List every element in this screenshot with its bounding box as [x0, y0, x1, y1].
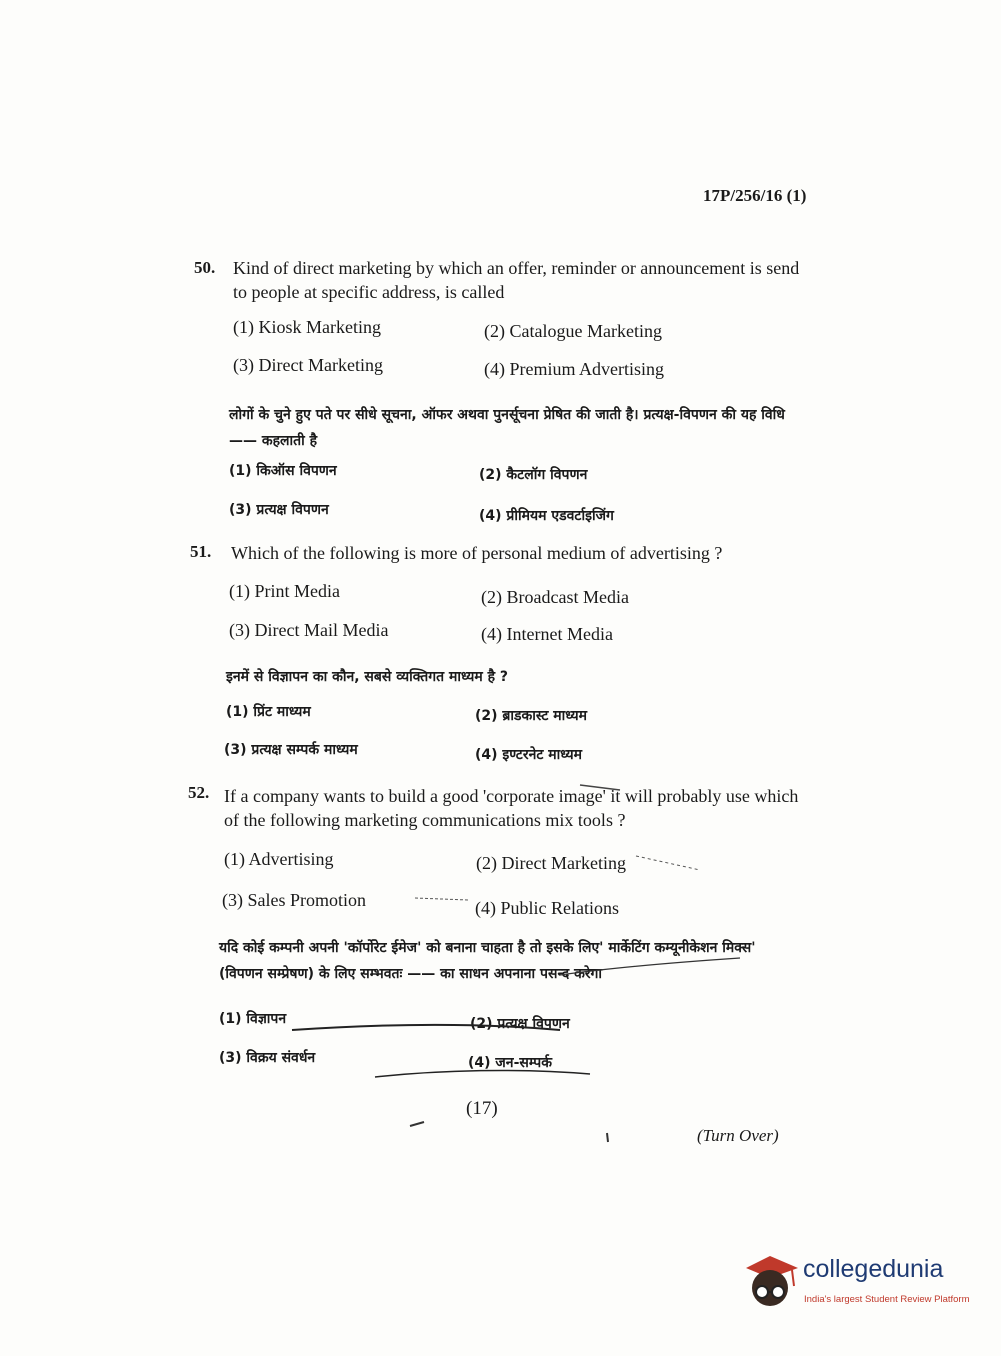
- page-number: (17): [466, 1098, 498, 1119]
- turn-over-note: (Turn Over): [697, 1126, 779, 1145]
- question-50-option-2-hindi: (2) कैटलॉग विपणन: [479, 467, 588, 483]
- logo-tagline: India's largest Student Review Platform: [804, 1294, 970, 1305]
- question-51-option-3-hindi: (3) प्रत्यक्ष सम्पर्क माध्यम: [224, 742, 358, 758]
- question-50-text-hindi: लोगों के चुने हुए पते पर सीधे सूचना, ऑफर अथवा पुनर्सूचना प्रेषित की जाती है। प्रत्यक्ष-विपणन की यह विधि —— कहलाती है: [229, 407, 785, 449]
- question-51-option-4: (4) Internet Media: [481, 624, 613, 644]
- paper-code: 17P/256/16 (1): [703, 186, 807, 205]
- question-52-option-3-hindi: (3) विक्रय संवर्धन: [219, 1050, 316, 1066]
- question-52-number: 52.: [188, 783, 210, 802]
- question-50-option-4: (4) Premium Advertising: [484, 359, 664, 379]
- question-52-option-2: (2) Direct Marketing: [476, 853, 626, 873]
- question-52-option-2-hindi: (2) प्रत्यक्ष विपणन: [470, 1016, 570, 1032]
- question-52-text: If a company wants to build a good 'corporate image' it will probably use which of the following marketing communications mix tools ?: [224, 786, 799, 830]
- question-50-option-1: (1) Kiosk Marketing: [233, 317, 381, 337]
- question-50-text: Kind of direct marketing by which an offer, reminder or announcement is send to people at specific address, is called: [233, 258, 800, 302]
- question-51-option-2-hindi: (2) ब्राडकास्ट माध्यम: [475, 708, 588, 724]
- question-51-option-2: (2) Broadcast Media: [481, 587, 629, 607]
- question-50-option-3: (3) Direct Marketing: [233, 355, 383, 375]
- question-51-text-hindi: इनमें से विज्ञापन का कौन, सबसे व्यक्तिगत माध्यम है ?: [226, 669, 509, 685]
- question-52-option-3: (3) Sales Promotion: [222, 890, 366, 910]
- logo-wordmark: collegedunia: [803, 1255, 944, 1283]
- question-50-number: 50.: [194, 258, 216, 277]
- question-52-option-1-hindi: (1) विज्ञापन: [219, 1011, 287, 1027]
- question-51-option-1-hindi: (1) प्रिंट माध्यम: [226, 704, 311, 720]
- question-52-text-hindi: यदि कोई कम्पनी अपनी 'कॉर्पोरेट ईमेज' को बनाना चाहता है तो इसके लिए' मार्केटिंग कम्यूनीकेशन मिक्स' (विपणन सम्प्रेषण) के लिए सम्भवतः —— का साधन अपनाना पसन्द करेगा: [219, 940, 756, 982]
- question-51-option-3: (3) Direct Mail Media: [229, 620, 389, 640]
- question-50-option-2: (2) Catalogue Marketing: [484, 321, 662, 341]
- question-51-number: 51.: [190, 542, 212, 561]
- question-52-option-4: (4) Public Relations: [475, 898, 619, 918]
- question-52-option-1: (1) Advertising: [224, 849, 334, 869]
- question-51-option-4-hindi: (4) इण्टरनेट माध्यम: [475, 747, 583, 763]
- question-50-option-1-hindi: (1) किऑस विपणन: [229, 463, 337, 479]
- question-50-option-3-hindi: (3) प्रत्यक्ष विपणन: [229, 502, 329, 518]
- student-mascot-icon: [740, 1250, 802, 1312]
- question-52-option-4-hindi: (4) जन-सम्पर्क: [468, 1055, 553, 1071]
- question-51-text: Which of the following is more of personal medium of advertising ?: [231, 543, 723, 563]
- question-50-option-4-hindi: (4) प्रीमियम एडवर्टाइजिंग: [479, 508, 614, 524]
- question-51-option-1: (1) Print Media: [229, 581, 340, 601]
